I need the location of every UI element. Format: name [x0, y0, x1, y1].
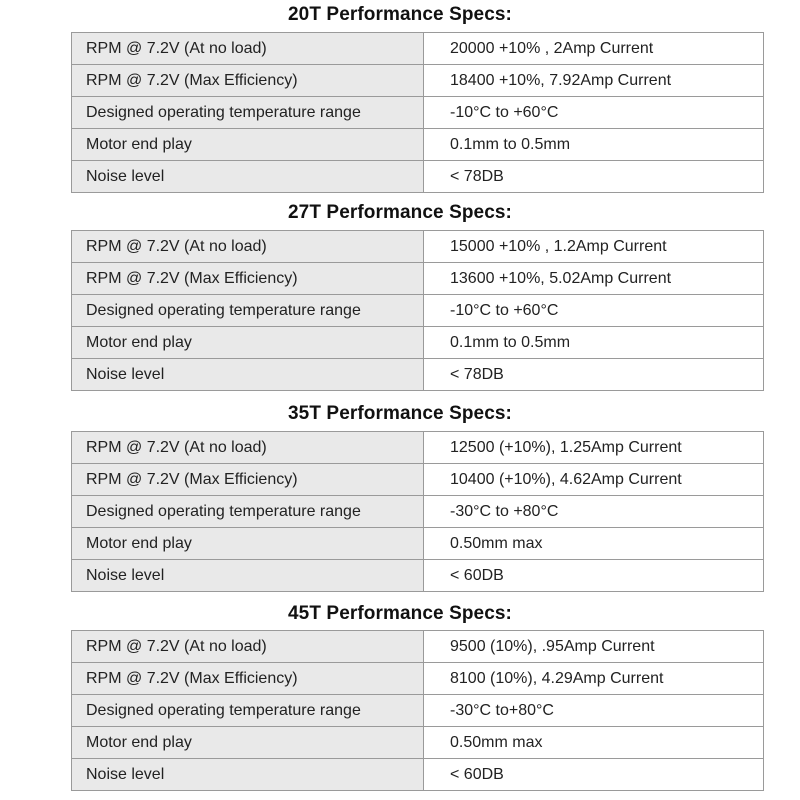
table-row [72, 295, 764, 327]
table-row [72, 263, 764, 295]
table-row [72, 129, 764, 161]
row-value: -10°C to +60°C [424, 97, 764, 129]
row-label: RPM @ 7.2V (Max Efficiency) [72, 263, 424, 295]
row-label: Motor end play [72, 528, 424, 560]
table-row [72, 327, 764, 359]
row-label: Noise level [72, 359, 424, 391]
row-value: < 60DB [424, 759, 764, 791]
section-title: 35T Performance Specs: [288, 403, 512, 424]
table-row [72, 231, 764, 263]
row-label: Motor end play [72, 129, 424, 161]
table-row [72, 432, 764, 464]
row-value: 0.50mm max [424, 528, 764, 560]
spec-table-20t [71, 32, 764, 193]
row-label: Designed operating temperature range [72, 295, 424, 327]
row-value: 8100 (10%), 4.29Amp Current [424, 663, 764, 695]
table-row [72, 464, 764, 496]
row-value: < 78DB [424, 161, 764, 193]
row-value: 0.50mm max [424, 727, 764, 759]
section-title: 27T Performance Specs: [288, 202, 512, 223]
spec-table-27t [71, 230, 764, 391]
table-row [72, 759, 764, 791]
spec-section-35t [0, 401, 800, 427]
table-row [72, 727, 764, 759]
row-label: RPM @ 7.2V (At no load) [72, 33, 424, 65]
table-row [72, 631, 764, 663]
row-value: 0.1mm to 0.5mm [424, 327, 764, 359]
row-label: Motor end play [72, 727, 424, 759]
row-label: RPM @ 7.2V (Max Efficiency) [72, 464, 424, 496]
row-label: RPM @ 7.2V (Max Efficiency) [72, 65, 424, 97]
row-label: Noise level [72, 161, 424, 193]
row-label: Motor end play [72, 327, 424, 359]
table-row [72, 560, 764, 592]
spec-section-20t [0, 2, 800, 28]
row-value: -10°C to +60°C [424, 295, 764, 327]
row-label: RPM @ 7.2V (At no load) [72, 432, 424, 464]
table-row [72, 695, 764, 727]
row-label: Noise level [72, 759, 424, 791]
row-value: 10400 (+10%), 4.62Amp Current [424, 464, 764, 496]
section-title: 20T Performance Specs: [288, 4, 512, 25]
table-row [72, 528, 764, 560]
table-row [72, 161, 764, 193]
table-row [72, 97, 764, 129]
table-row [72, 496, 764, 528]
row-label: Designed operating temperature range [72, 695, 424, 727]
row-value: -30°C to +80°C [424, 496, 764, 528]
row-value: 12500 (+10%), 1.25Amp Current [424, 432, 764, 464]
row-label: RPM @ 7.2V (At no load) [72, 631, 424, 663]
row-value: 9500 (10%), .95Amp Current [424, 631, 764, 663]
row-label: Designed operating temperature range [72, 97, 424, 129]
row-value: 20000 +10% , 2Amp Current [424, 33, 764, 65]
row-value: 18400 +10%, 7.92Amp Current [424, 65, 764, 97]
spec-section-45t [0, 601, 800, 627]
table-row [72, 359, 764, 391]
table-row [72, 663, 764, 695]
row-value: 13600 +10%, 5.02Amp Current [424, 263, 764, 295]
spec-table-35t [71, 431, 764, 592]
row-value: 15000 +10% , 1.2Amp Current [424, 231, 764, 263]
row-value: < 78DB [424, 359, 764, 391]
row-value: 0.1mm to 0.5mm [424, 129, 764, 161]
section-title: 45T Performance Specs: [288, 603, 512, 624]
row-label: Designed operating temperature range [72, 496, 424, 528]
row-label: Noise level [72, 560, 424, 592]
spec-section-27t [0, 200, 800, 226]
row-label: RPM @ 7.2V (Max Efficiency) [72, 663, 424, 695]
row-label: RPM @ 7.2V (At no load) [72, 231, 424, 263]
table-row [72, 65, 764, 97]
row-value: -30°C to+80°C [424, 695, 764, 727]
spec-table-45t [71, 630, 764, 791]
row-value: < 60DB [424, 560, 764, 592]
table-row [72, 33, 764, 65]
